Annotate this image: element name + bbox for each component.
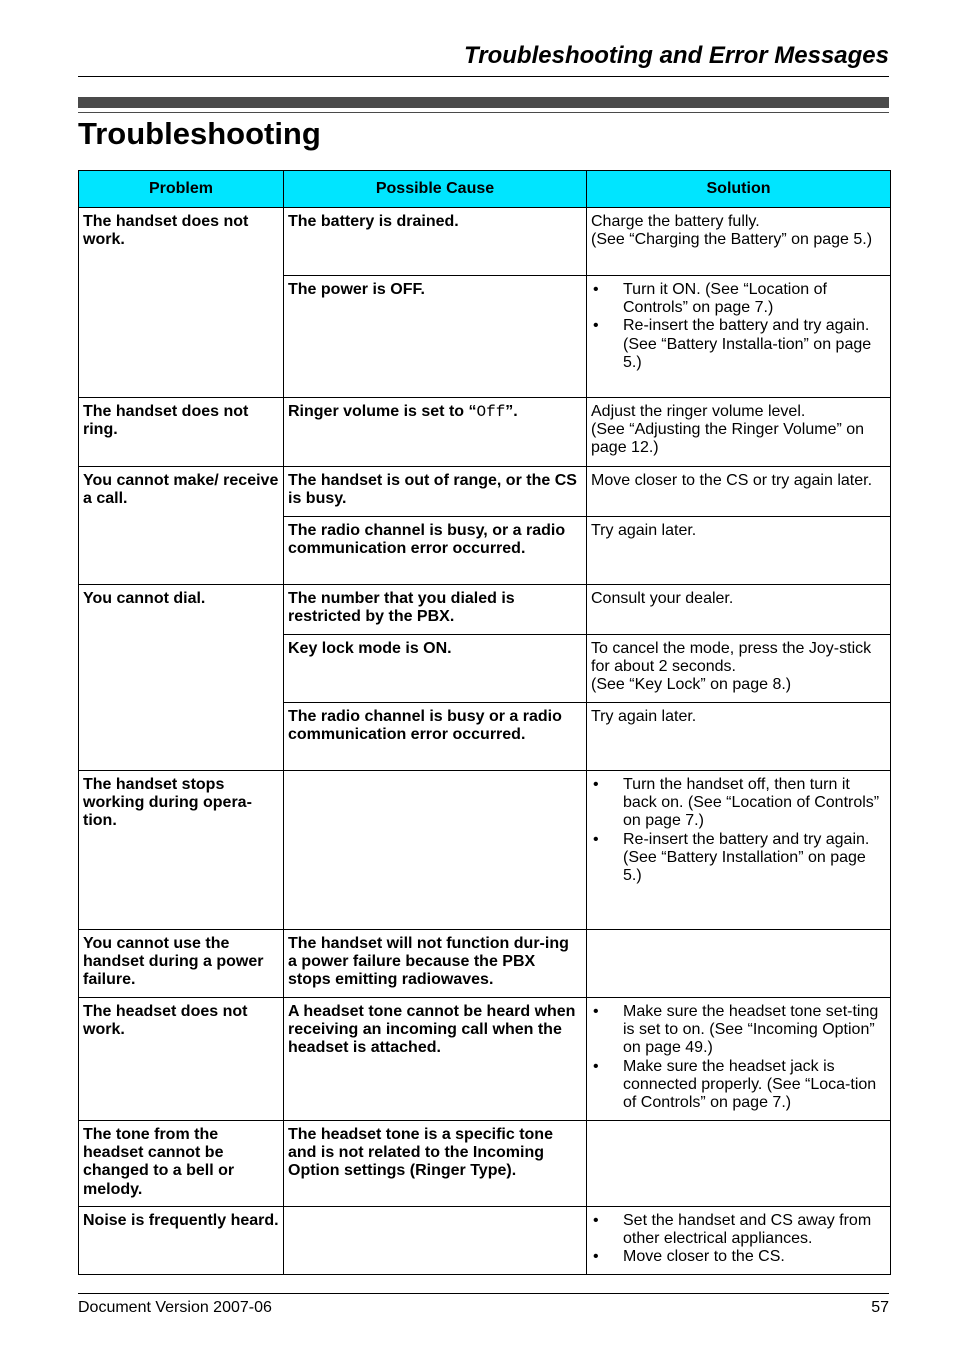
solution-bullet: • Turn the handset off, then turn it back on. (See “Location of Controls” on page 7.) [591, 776, 886, 831]
table-row [79, 998, 891, 1121]
table-row [79, 398, 891, 467]
solution-cell [587, 930, 891, 998]
solution-cell [587, 771, 891, 930]
solution-cell [587, 517, 891, 585]
solution-line: Adjust the ringer volume level. [591, 403, 806, 420]
cause-cell: The battery is drained. [284, 208, 587, 276]
cause-prefix: Ringer volume is set to “ [288, 403, 477, 420]
table-row [79, 1121, 891, 1207]
solution-cell [587, 585, 891, 635]
document-version: Document Version 2007-06 [78, 1299, 272, 1316]
table-row [79, 585, 891, 635]
solution-line: To cancel the mode, press the Joy-stick for about 2 seconds. [591, 640, 872, 676]
cause-cell: The handset will not function dur-ing a power failure because the PBX stops emitting radiowaves. [284, 930, 587, 998]
problem-cell: You cannot dial. [79, 585, 284, 771]
solution-line: Try again later. [591, 522, 697, 539]
cause-cell: A headset tone cannot be heard when receiving an incoming call when the headset is attached. [284, 998, 587, 1121]
solution-cell [587, 276, 891, 398]
cause-cell: The number that you dialed is restricted by the PBX. [284, 585, 587, 635]
header-rule [78, 76, 889, 77]
page-title: Troubleshooting [78, 116, 321, 151]
cause-cell [284, 1207, 587, 1275]
cause-cell [284, 398, 587, 467]
header-problem: Problem [79, 171, 284, 208]
solution-cell [587, 467, 891, 517]
footer-rule [78, 1293, 889, 1294]
solution-cell [587, 208, 891, 276]
problem-cell: You cannot use the handset during a power failure. [79, 930, 284, 998]
solution-bullet: • Set the handset and CS away from other electrical appliances. [591, 1212, 886, 1248]
solution-cell [587, 635, 891, 703]
cause-cell: The handset is out of range, or the CS is busy. [284, 467, 587, 517]
problem-cell: The handset stops working during opera-tion. [79, 771, 284, 930]
table-row [79, 208, 891, 276]
cause-cell [284, 771, 587, 930]
solution-cell [587, 998, 891, 1121]
solution-bullet: • Turn it ON. (See “Location of Controls” on page 7.) [591, 281, 886, 317]
section-header-title: Troubleshooting and Error Messages [464, 42, 889, 69]
problem-cell: The handset does not ring. [79, 398, 284, 467]
page-number: 57 [871, 1299, 889, 1316]
cause-cell: Key lock mode is ON. [284, 635, 587, 703]
title-bar-thin [78, 112, 889, 113]
cause-cell: The radio channel is busy, or a radio communication error occurred. [284, 517, 587, 585]
table-row [79, 930, 891, 998]
solution-line: Try again later. [591, 708, 697, 725]
cause-cell: The power is OFF. [284, 276, 587, 398]
solution-line: Consult your dealer. [591, 590, 734, 607]
title-bar-thick [78, 97, 889, 108]
header-solution: Solution [587, 171, 891, 208]
solution-line: (See “Key Lock” on page 8.) [591, 676, 792, 694]
solution-bullet: • Re-insert the battery and try again. (See “Battery Installa-tion” on page 5.) [591, 317, 886, 372]
solution-bullet: • Move closer to the CS. [591, 1248, 886, 1266]
problem-cell: The headset does not work. [79, 998, 284, 1121]
solution-cell [587, 1121, 891, 1207]
solution-bullet: • Make sure the headset jack is connected properly. (See “Loca-tion of Controls” on page 7.) [591, 1058, 886, 1113]
troubleshooting-table [78, 170, 891, 1275]
problem-cell: You cannot make/ receive a call. [79, 467, 284, 585]
table-row [79, 771, 891, 930]
solution-line: (See “Adjusting the Ringer Volume” on page 12.) [591, 421, 865, 457]
solution-line: Charge the battery fully. [591, 213, 760, 230]
table-row [79, 1207, 891, 1275]
solution-bullet: • Make sure the headset tone set-ting is set to on. (See “Incoming Option” on page 49.) [591, 1003, 886, 1058]
solution-bullet: • Re-insert the battery and try again. (See “Battery Installation” on page 5.) [591, 831, 886, 886]
table-row [79, 467, 891, 517]
header-possible-cause: Possible Cause [284, 171, 587, 208]
cause-cell: The headset tone is a specific tone and is not related to the Incoming Option settings (Ringer Type). [284, 1121, 587, 1207]
cause-code: Off [476, 403, 506, 421]
solution-cell [587, 1207, 891, 1275]
problem-cell: Noise is frequently heard. [79, 1207, 284, 1275]
solution-line: (See “Charging the Battery” on page 5.) [591, 231, 873, 249]
table-header-row [79, 171, 891, 208]
cause-cell: The radio channel is busy or a radio communication error occurred. [284, 703, 587, 771]
cause-suffix: ”. [505, 403, 518, 420]
solution-cell [587, 703, 891, 771]
solution-line: Move closer to the CS or try again later. [591, 472, 873, 489]
problem-cell: The handset does not work. [79, 208, 284, 398]
problem-cell: The tone from the headset cannot be changed to a bell or melody. [79, 1121, 284, 1207]
solution-cell [587, 398, 891, 467]
